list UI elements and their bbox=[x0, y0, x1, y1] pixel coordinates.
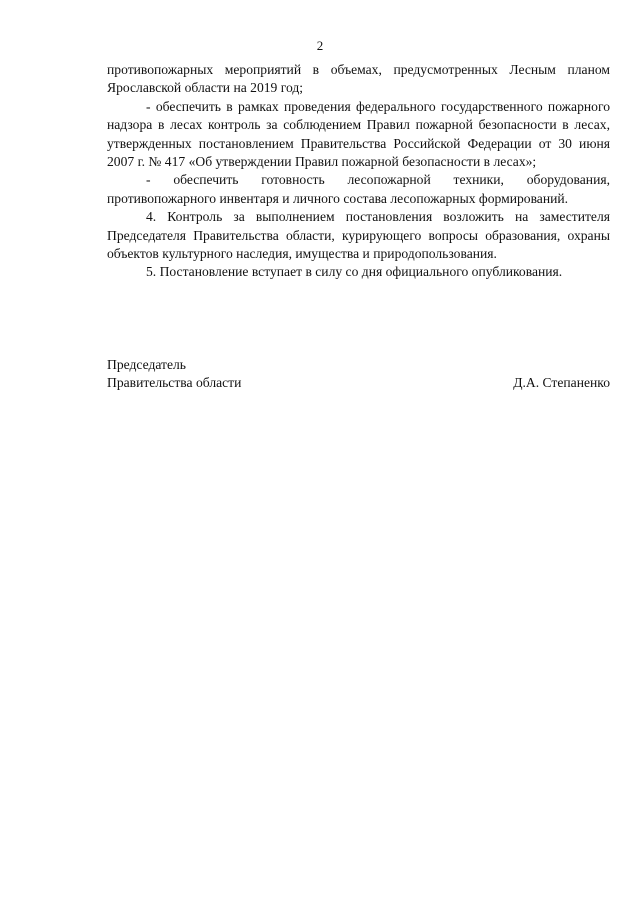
paragraph-fire-supervision: - обеспечить в рамках проведения федерального государственного пожарного надзора в лесах контроль за соблюдением Правил пожарной безопасности в лесах, утвержденных постановлением Правительства Российской Федерации от 30 июня 2007 г. № 417 «Об утверждении Правил пожарной безопасности в лесах»; bbox=[107, 98, 610, 170]
paragraph-continuation: противопожарных мероприятий в объемах, предусмотренных Лесным планом Ярославской области на 2019 год; bbox=[107, 62, 610, 96]
signatory-name: Д.А. Степаненко bbox=[513, 375, 610, 391]
paragraph-equipment-readiness: - обеспечить готовность лесопожарной техники, оборудования, противопожарного инвентаря и личного состава лесопожарных формирований. bbox=[107, 172, 610, 206]
signature-row bbox=[107, 374, 610, 392]
document-body bbox=[107, 61, 610, 282]
paragraph-effective-date: 5. Постановление вступает в силу со дня официального опубликования. bbox=[146, 264, 563, 280]
paragraph-control-clause: 4. Контроль за выполнением постановления возложить на заместителя Председателя Правительства области, курирующего вопросы образования, охраны объектов культурного наследия, имущества и природопользования. bbox=[107, 209, 610, 262]
signature-block bbox=[107, 356, 610, 393]
signatory-position-line2: Правительства области bbox=[107, 375, 242, 391]
page-number: 2 bbox=[316, 38, 324, 53]
signatory-position-line1: Председатель bbox=[107, 357, 186, 372]
